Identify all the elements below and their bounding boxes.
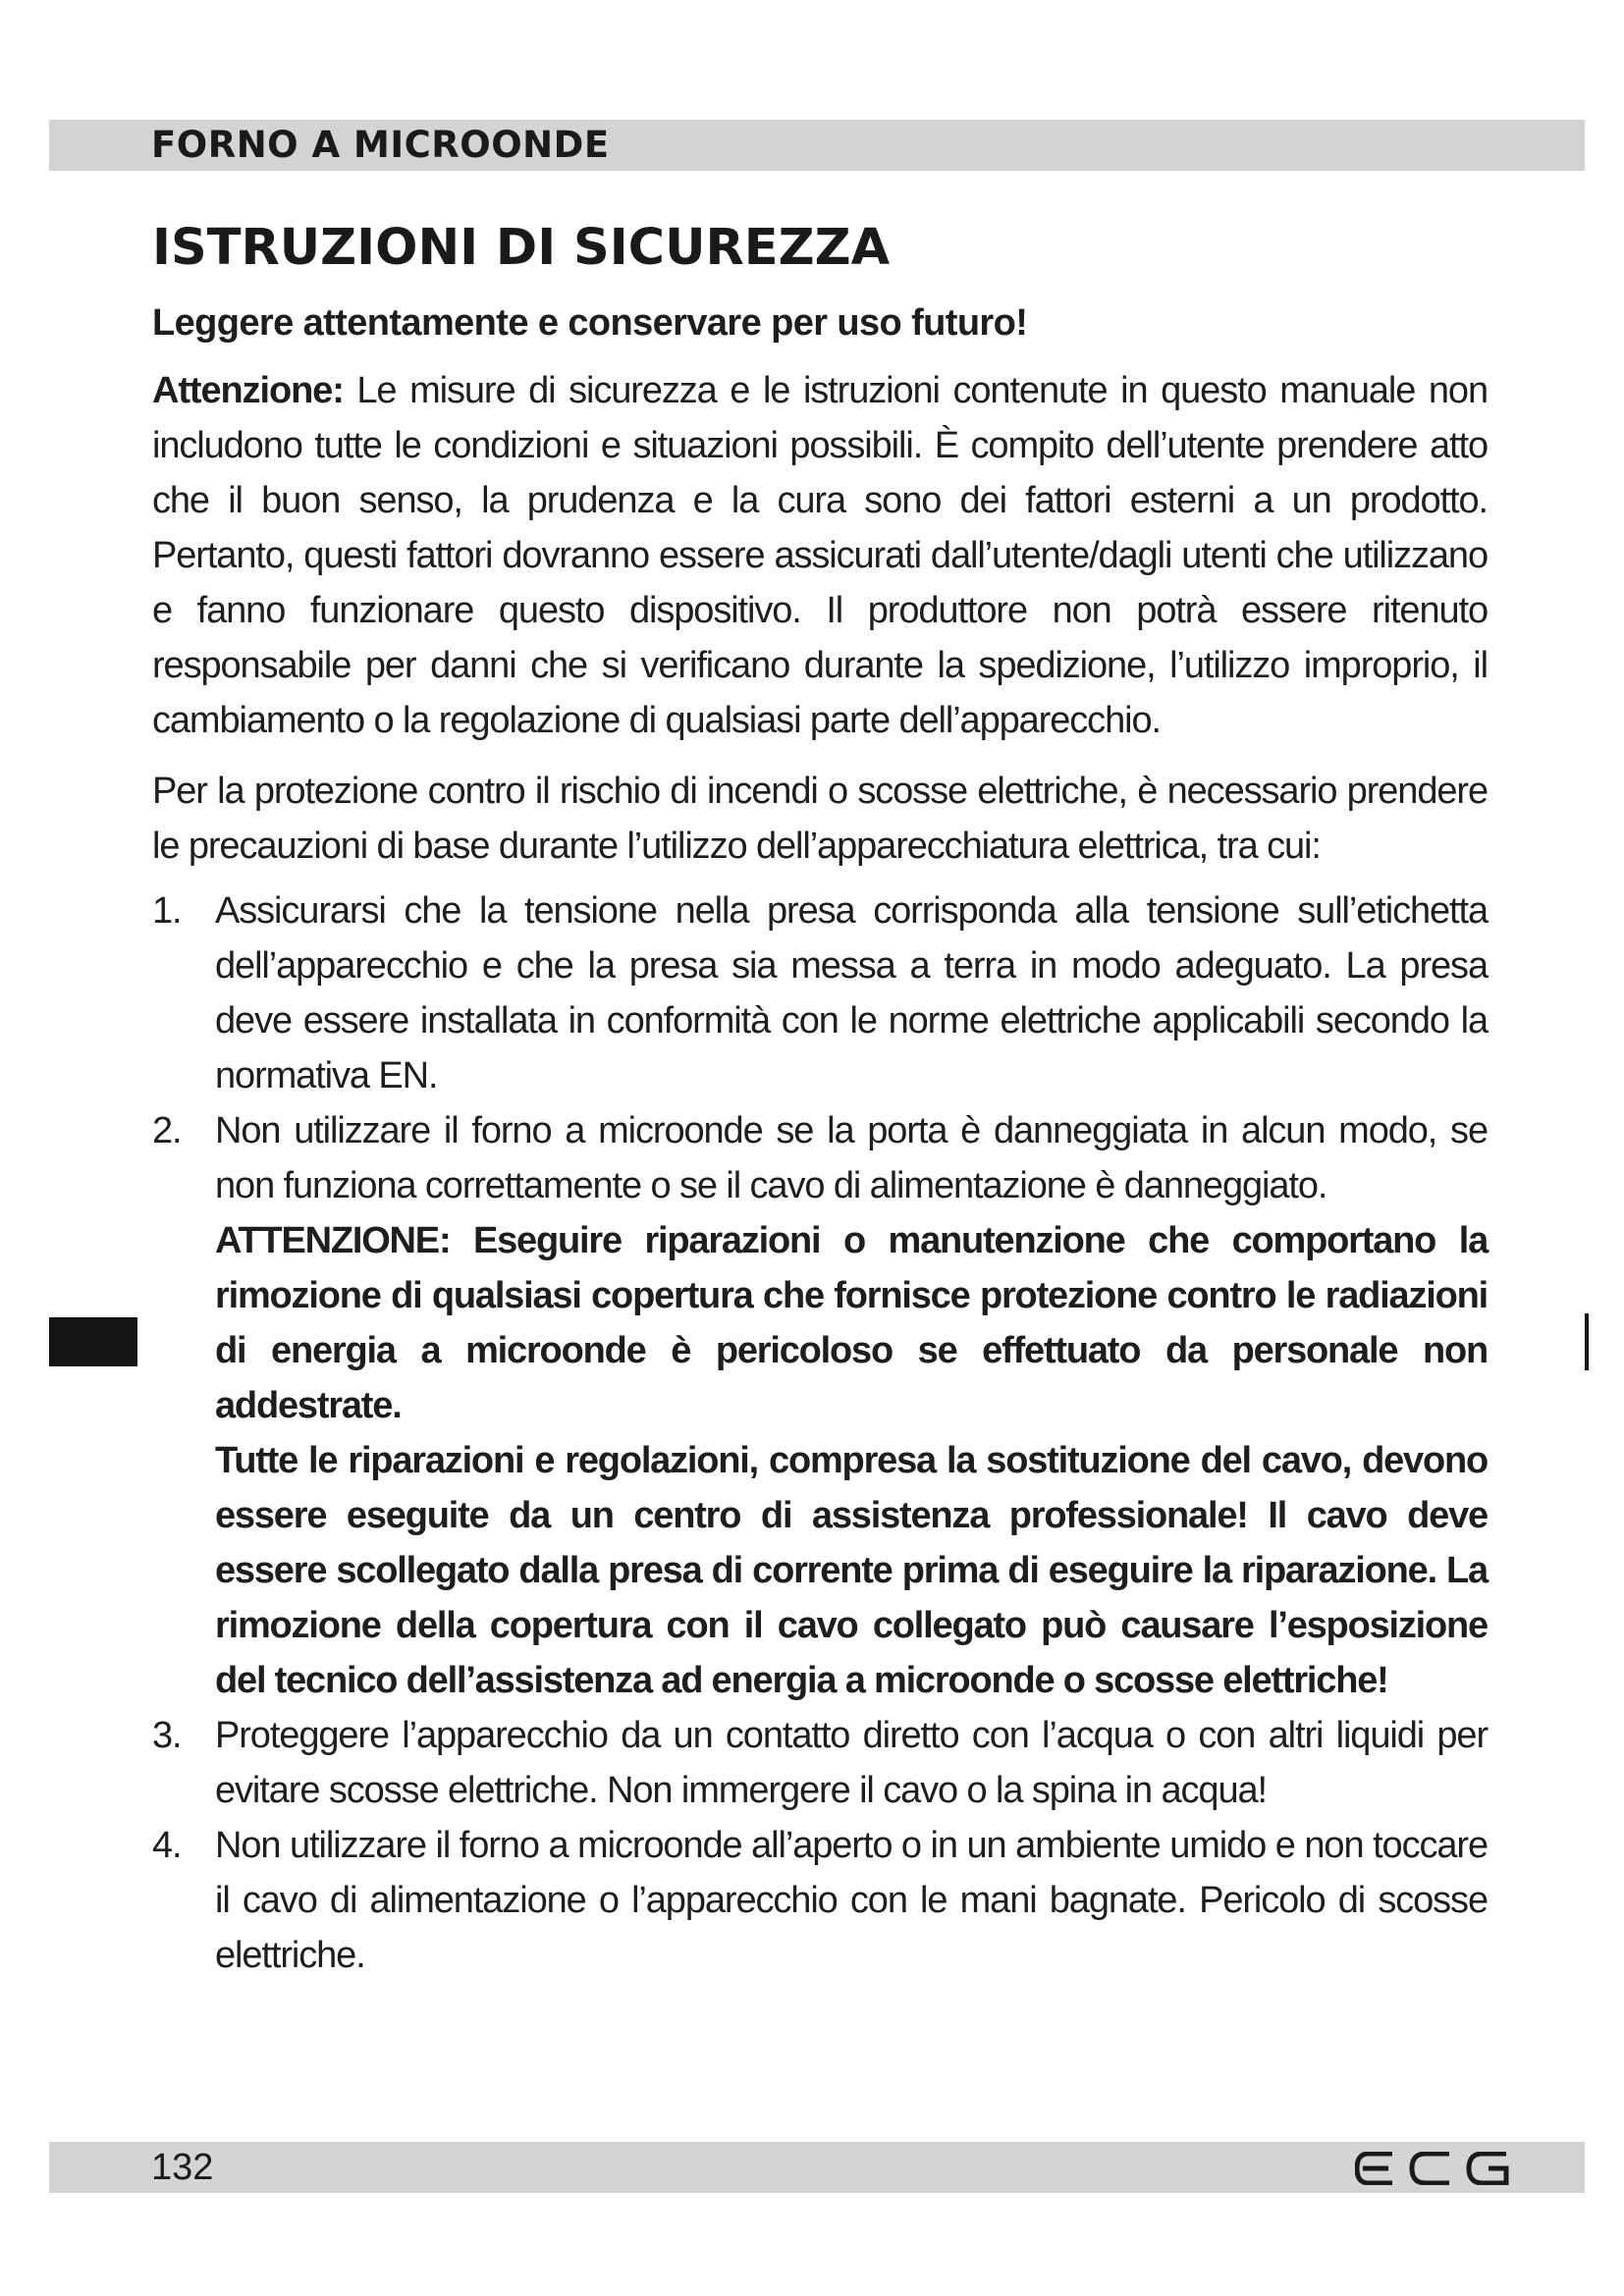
section-title: FORNO A MICROONDE bbox=[151, 124, 610, 166]
intro-paragraph bbox=[152, 363, 1488, 748]
safety-list bbox=[152, 883, 1488, 1983]
intro-label: Attenzione: bbox=[152, 370, 344, 411]
item-text: Proteggere l’apparecchio da un contatto diretto con l’acqua o con altri liquidi per evitare scosse elettriche. Non immergere il cavo o la spina in acqua! bbox=[215, 1715, 1488, 1811]
page-edge-marker bbox=[1585, 1313, 1589, 1370]
list-item bbox=[152, 883, 1488, 1103]
protection-paragraph: Per la protezione contro il rischio di incendi o scosse elettriche, è necessario prendere le precauzioni di base durante l’utilizzo dell’apparecchiatura elettrica, tra cui: bbox=[152, 771, 1488, 867]
list-item bbox=[152, 1708, 1488, 1818]
page-number: 132 bbox=[151, 2147, 214, 2188]
subheading: Leggere attentamente e conservare per uso futuro! bbox=[152, 302, 1028, 344]
main-content bbox=[152, 218, 1488, 1983]
ecg-logo-icon bbox=[1355, 2152, 1512, 2185]
intro-text: Le misure di sicurezza e le istruzioni contenute in questo manuale non includono tutte le condizioni e situazioni possibili. È compito dell’utente prendere atto che il buon senso, la prudenza e la cura sono dei fattori esterni a un prodotto. Pertanto, questi fattori dovranno essere assicurati dall’utente/dagli utenti che utilizzano e fanno funzionare questo dispositivo. Il produttore non potrà essere ritenuto responsabile per danni che si verificano durante la spedizione, l’utilizzo improprio, il cambiamento o la regolazione di qualsiasi parte dell’apparecchio. bbox=[152, 370, 1488, 741]
list-item bbox=[152, 1103, 1488, 1708]
item-text: Assicurarsi che la tensione nella presa corrisponda alla tensione sull’etichetta dell’apparecchio e che la presa sia messa a terra in modo adeguato. La presa deve essere installata in conformità con le norme elettriche applicabili secondo la normativa EN. bbox=[215, 890, 1488, 1096]
warning-text: Tutte le riparazioni e regolazioni, compresa la sostituzione del cavo, devono essere eseguite da un centro di assistenza professionale! Il cavo deve essere scollegato dalla presa di corrente prima di eseguire la riparazione. La rimozione della copertura con il cavo collegato può causare l’esposizione del tecnico dell’assistenza ad energia a microonde o scosse elettriche! bbox=[215, 1440, 1488, 1701]
item-text: Non utilizzare il forno a microonde se la porta è danneggiata in alcun modo, se non funziona correttamente o se il cavo di alimentazione è danneggiato. bbox=[215, 1110, 1488, 1206]
item-number: 4. bbox=[152, 1825, 182, 1866]
list-item bbox=[152, 1818, 1488, 1983]
language-tab-marker bbox=[49, 1317, 137, 1366]
footer-band bbox=[49, 2142, 1585, 2193]
item-number: 3. bbox=[152, 1715, 182, 1756]
page-heading: ISTRUZIONI DI SICUREZZA bbox=[152, 219, 891, 277]
item-text: Non utilizzare il forno a microonde all’aperto o in un ambiente umido e non toccare il cavo di alimentazione o l’apparecchio con le mani bagnate. Pericolo di scosse elettriche. bbox=[215, 1825, 1488, 1976]
item-number: 2. bbox=[152, 1110, 182, 1151]
header-band bbox=[49, 120, 1585, 171]
item-number: 1. bbox=[152, 890, 182, 932]
warning-text: ATTENZIONE: Eseguire riparazioni o manutenzione che comportano la rimozione di qualsiasi copertura che fornisce protezione contro le radiazioni di energia a microonde è pericoloso se effettuato da personale non addestrate. bbox=[215, 1220, 1488, 1426]
